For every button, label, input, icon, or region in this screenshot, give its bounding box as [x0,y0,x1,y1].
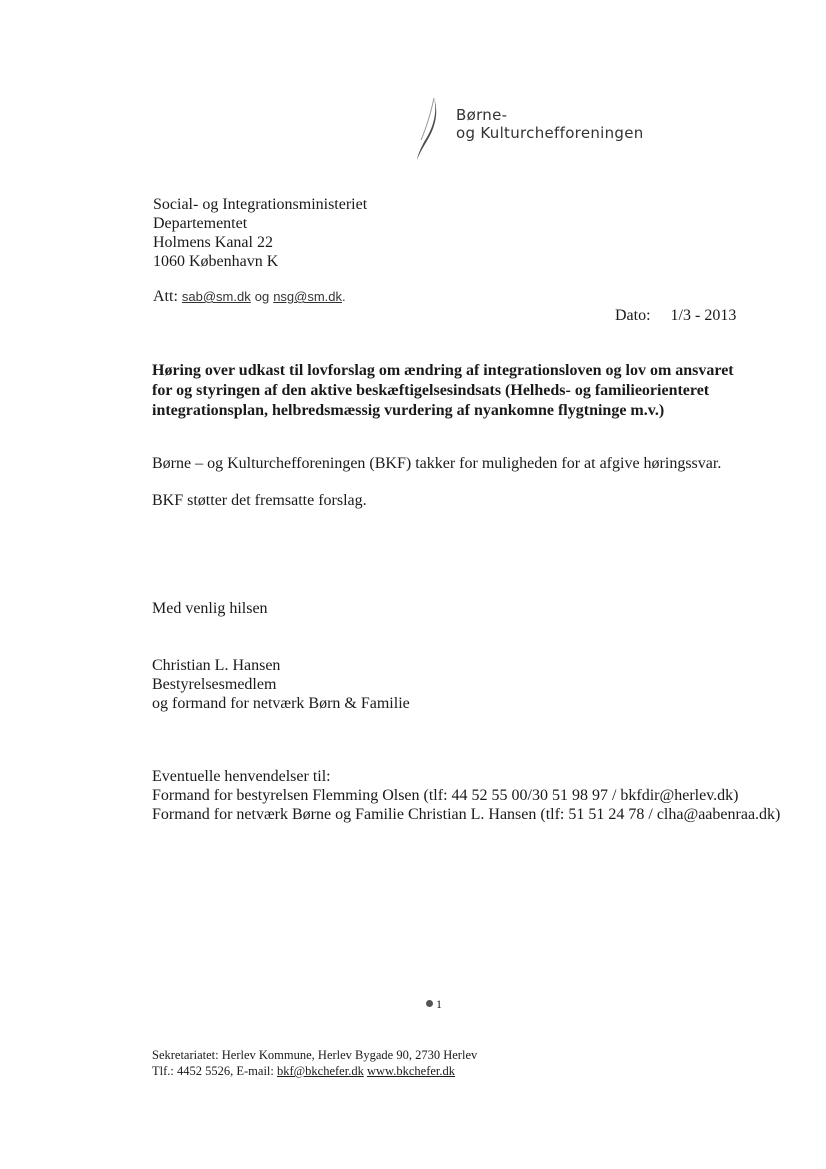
att-suffix: . [342,289,346,304]
date-line [615,307,736,325]
recipient-line-1: Social- og Integrationsministeriet [153,196,368,213]
signature-name: Christian L. Hansen [152,657,281,674]
feather-logo-icon [412,96,442,162]
date-value: 1/3 - 2013 [670,307,737,324]
subject-line-1: Høring over udkast til lovforslag om ændring af integrationsloven og lov om ansvaret [152,362,734,379]
body-paragraph-1: Børne – og Kulturchefforeningen (BKF) takker for muligheden for at afgive høringssvar. [152,455,722,472]
signature-title-1: Bestyrelsesmedlem [152,676,277,693]
organization-logo-text [456,106,644,142]
page-footer [152,1047,477,1079]
attention-line [153,288,346,306]
footer-line-1: Sekretariatet: Herlev Kommune, Herlev Bygade 90, 2730 Herlev [152,1048,478,1062]
page-dot-icon [426,1000,433,1007]
subject-line-3: integrationsplan, helbredsmæssig vurdering af nyankomne flygtninge m.v.) [152,402,665,419]
contact-line-2: Formand for netværk Børne og Familie Christian L. Hansen (tlf: 51 51 24 78 / clha@aabenraa.dk) [152,806,781,823]
signature-block [152,656,410,713]
body-paragraph-2: BKF støtter det fremsatte forslag. [152,492,367,509]
att-prefix: Att: [153,288,178,305]
footer-line-2 [152,1063,477,1079]
contact-info [152,767,780,824]
att-email-1[interactable]: sab@sm.dk [181,289,251,304]
att-email-2[interactable]: nsg@sm.dk [273,289,343,304]
contact-line-1: Formand for bestyrelsen Flemming Olsen (tlf: 44 52 55 00/30 51 98 97 / bkfdir@herlev.dk) [152,787,739,804]
org-name-line-2: og Kulturchefforeningen [456,124,644,142]
closing-greeting: Med venlig hilsen [152,600,268,617]
letter-subject [152,361,752,421]
date-label: Dato: [615,307,651,324]
recipient-line-2: Departementet [153,215,248,232]
contact-heading: Eventuelle henvendelser til: [152,768,331,785]
footer-email-link[interactable]: bkf@bkchefer.dk [276,1064,364,1078]
recipient-line-3: Holmens Kanal 22 [153,234,273,251]
footer-website-link[interactable]: www.bkchefer.dk [366,1064,456,1078]
footer-contact-prefix: Tlf.: 4452 5526, E-mail: [152,1064,274,1078]
signature-title-2: og formand for netværk Børn & Familie [152,695,410,712]
page-number [426,997,442,1012]
recipient-address [153,195,367,271]
subject-line-2: for og styringen af den aktive beskæftigelsesindsats (Helheds- og familieorienteret [152,382,710,399]
att-joiner: og [254,289,270,304]
org-name-line-1: Børne- [456,106,508,124]
page-number-value: 1 [436,997,442,1011]
recipient-line-4: 1060 København K [153,253,279,270]
